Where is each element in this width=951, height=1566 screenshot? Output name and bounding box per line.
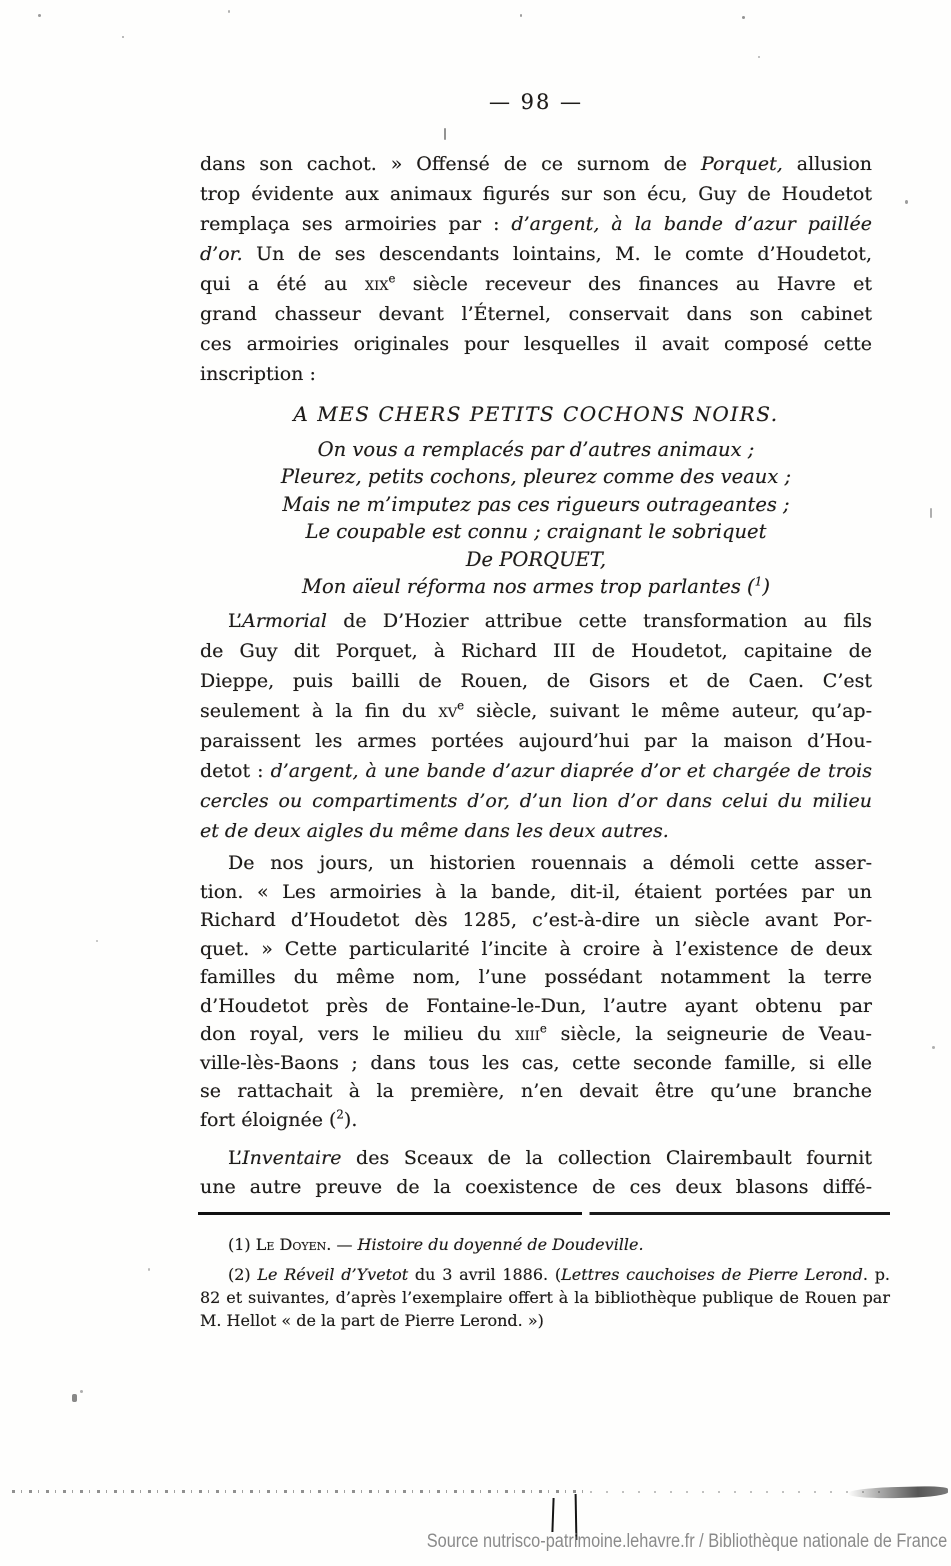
text-segment: A MES CHERS PETITS COCHONS NOIRS. [293,402,779,426]
text-line [200,491,872,519]
text-segment: Mais ne m’imputez pas ces rigueurs outrageantes ; [282,492,790,516]
text-line [200,149,872,179]
text-line [200,816,872,846]
text-segment: 2 [336,1107,344,1122]
text-line [200,726,872,756]
text-segment: Le coupable est connu ; craignant le sobriquet [305,520,767,543]
text-segment: et de deux aigles du même dans les deux autres. [200,820,669,842]
text-segment: Le Doyen [255,1235,327,1254]
text-segment: d’or. [200,243,243,265]
scan-speckle [905,200,908,204]
scan-speckle [122,36,124,38]
text-segment: On vous a remplacés par d’autres animaux ; [317,437,755,461]
scan-speckle [38,14,41,17]
text-segment: siècle, suivant le même auteur, qu’ap- [464,700,872,722]
text-segment: Le Réveil d’Yvetot [257,1265,409,1284]
text-segment: e [539,1021,547,1036]
text-segment: Pleurez, petits cochons, pleurez comme des veaux ; [280,465,792,488]
text-segment: d’argent, à la bande d’azur paillée [511,213,872,235]
scan-speckle [148,1268,150,1271]
paragraph-4 [200,1144,872,1202]
text-segment: Porquet, [700,153,783,175]
text-segment: inscription : [200,363,316,385]
text-segment: Mon aïeul réforma nos armes trop parlantes ( [302,575,755,598]
text-line [200,573,872,601]
text-segment: d’Houdetot près de Fontaine-le-Dun, l’autre ayant obtenu par [200,994,872,1017]
scan-speckle [228,10,230,13]
text-line [200,878,872,907]
text-line [200,239,872,269]
text-line [200,1263,890,1286]
text-line [200,1233,890,1256]
text-segment: e [457,698,465,713]
text-line [200,696,872,726]
text-segment: des Sceaux de la collection Clairembault fournit [341,1147,872,1169]
text-segment: tion. « Les armoiries à la bande, dit-il, étaient portées par un [200,880,872,903]
text-line [200,1309,890,1332]
text-line [200,636,872,666]
scan-speckle [72,1394,77,1402]
text-line [200,546,872,574]
scan-speckle [758,56,760,58]
text-segment: L’ [228,1147,243,1169]
text-segment: ) [762,575,770,598]
scan-smudge-line-left [12,1490,587,1493]
text-segment: remplaça ses armoiries par : [200,213,512,235]
text-line [200,518,872,546]
text-segment: du 3 avril 1886. ( [408,1265,562,1284]
text-segment: trop évidente aux animaux figurés sur son écu, Guy de Houdetot [200,183,872,205]
text-line [200,1144,872,1173]
text-line [200,269,872,299]
text-segment: xix [364,273,389,295]
text-segment: siècle receveur des finances au Havre et [395,273,872,295]
text-segment: paraissent les armes portées aujourd’hui par la maison d’Hou- [200,730,872,752]
text-line [200,436,872,464]
text-segment: cercles ou compartiments d’or, d’un lion d’or dans celui du milieu [200,790,872,812]
scan-speckle [742,16,745,19]
text-line [200,606,872,636]
text-segment: L’ [228,610,243,632]
text-segment: . — [326,1235,358,1254]
text-segment: Dieppe, puis bailli de Rouen, de Gisors et de Caen. C’est [200,670,872,692]
text-line [200,786,872,816]
text-line [200,756,872,786]
text-line [200,1049,872,1078]
paragraph-1 [200,149,872,389]
text-segment: Un de ses descendants lointains, M. le comte d’Houdetot, [242,243,872,265]
scan-speckle [520,14,522,17]
text-segment: Inventaire [242,1147,342,1169]
text-line [200,935,872,964]
text-segment: Histoire du doyenné de Doudeville. [357,1235,644,1254]
text-line [200,992,872,1021]
text-segment: 1 [754,574,763,589]
text-segment: De nos jours, un historien rouennais a démoli cette asser- [228,852,872,874]
text-segment: 82 et suivantes, d’après l’exemplaire offert à la bibliothèque publique de Rouen par [200,1288,890,1307]
text-segment: de D’Hozier attribue cette transformation au fils [326,610,872,632]
text-segment: allusion [782,153,873,175]
text-line [200,1286,890,1309]
text-segment: une autre preuve de la coexistence de ces deux blasons diffé- [200,1176,872,1198]
text-segment: d’argent, à une bande d’azur diaprée d’or et chargée de trois [270,760,872,782]
text-segment: e [388,271,396,286]
text-segment: xiii [515,1023,540,1045]
text-segment: . p. [862,1265,891,1284]
text-segment: siècle, la seigneurie de Veau- [546,1023,872,1045]
text-segment: Armorial [242,610,327,632]
text-segment: Richard d’Houdetot dès 1285, c’est-à-dire un siècle avant Por- [200,909,872,931]
text-segment: se rattachait à la première, n’en devait être qu’une branche [200,1080,872,1102]
footnote-2 [200,1263,890,1332]
scan-speckle [96,940,98,942]
text-line [200,1020,872,1049]
text-line [200,849,872,878]
text-line [200,299,872,329]
text-segment: Lettres cauchoises de Pierre Lerond [561,1265,863,1284]
text-line [200,906,872,935]
paragraph-3 [200,849,872,1134]
text-segment: fort éloignée ( [200,1108,337,1131]
text-line [200,1173,872,1202]
text-segment: seulement à la fin du [200,700,439,722]
text-line [200,359,872,389]
text-segment: ces armoiries originales pour lesquelles il avait composé cette [200,333,872,355]
text-segment: ). [343,1108,358,1131]
text-segment: M. Hellot « de la part de Pierre Lerond. ») [200,1311,544,1330]
text-line [200,329,872,359]
text-segment: qui a été au [200,273,365,295]
text-line [200,666,872,696]
text-line [200,179,872,209]
text-segment: don royal, vers le milieu du [200,1023,516,1045]
paragraph-2 [200,606,872,846]
scan-speckle [80,1390,83,1393]
footnote-1 [200,1233,890,1256]
text-segment: quet. » Cette particularité l’incite à croire à l’existence de deux [200,937,872,960]
text-segment: xv [438,700,458,722]
text-line [200,209,872,239]
text-segment: De PORQUET, [465,547,607,571]
scan-ink-tick-left [551,1498,554,1532]
text-segment: familles du même nom, l’une possédant notamment la terre [200,966,872,988]
text-line [200,1077,872,1106]
text-segment: de Guy dit Porquet, à Richard III de Houdetot, capitaine de [200,640,872,662]
scan-speckle [932,1046,935,1049]
text-line [200,1106,872,1135]
text-segment: ville-lès-Baons ; dans tous les cas, cette seconde famille, si elle [200,1051,872,1074]
text-segment: grand chasseur devant l’Éternel, conservait dans son cabinet [200,303,872,325]
scan-speckle [444,128,446,140]
text-segment: dans son cachot. » Offensé de ce surnom de [200,153,701,175]
text-line [200,963,872,992]
text-segment: (1) [228,1235,256,1254]
text-line [200,463,872,491]
text-segment: detot : [200,760,271,782]
text-segment: (2) [228,1265,258,1284]
scan-smudge-line-middle [590,1491,880,1493]
text-line [200,401,872,429]
scan-speckle [930,508,932,518]
scan-smudge-right-edge [848,1486,948,1500]
source-attribution: Source nutrisco-patrimoine.lehavre.fr / Bibliothèque nationale de France [426,1531,947,1552]
poem-inscription [200,401,872,601]
footnote-separator-rule [198,1212,890,1215]
page-number: — 98 — [488,90,584,114]
